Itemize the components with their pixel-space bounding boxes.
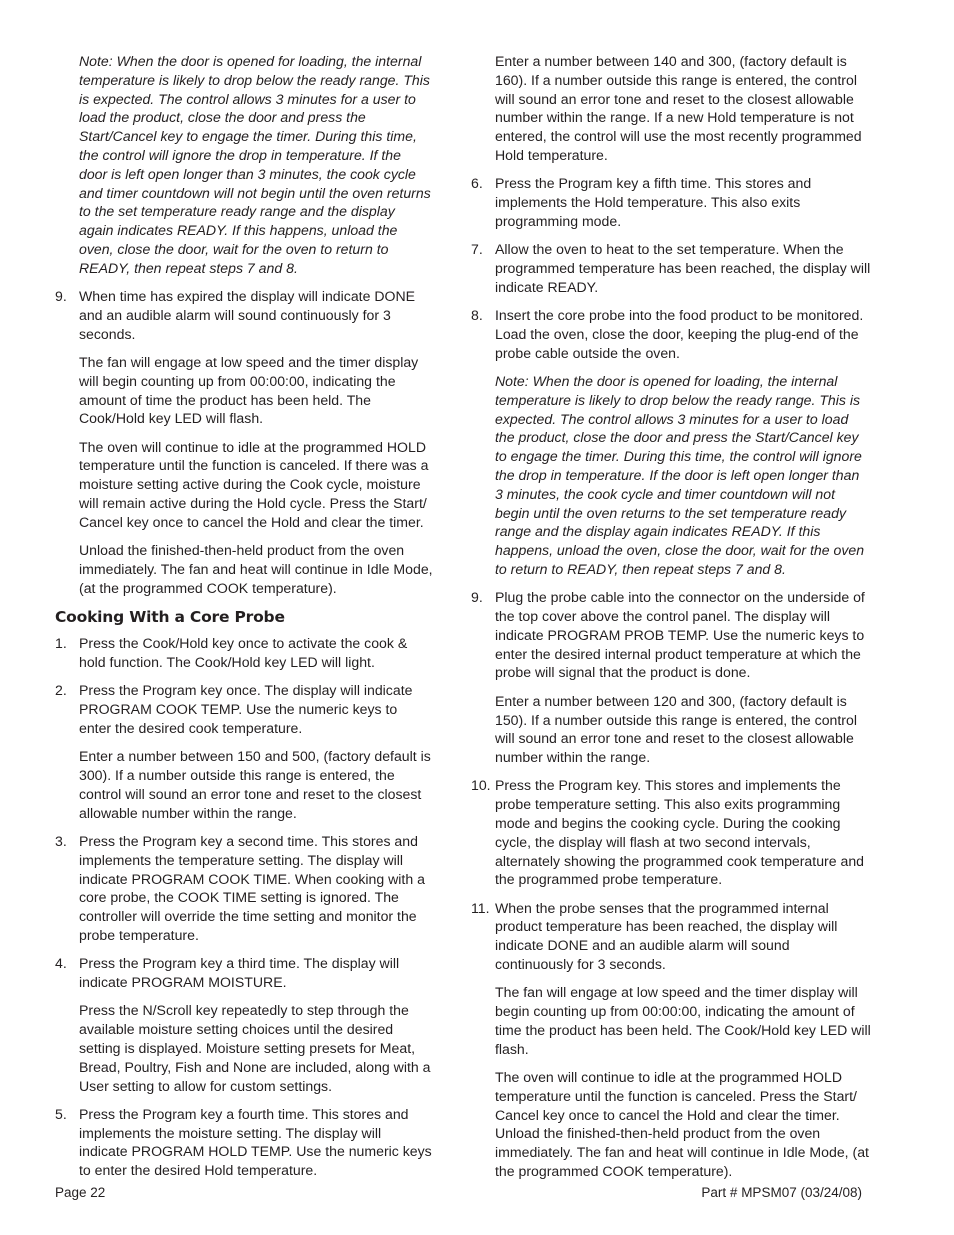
step-text: The oven will continue to idle at the programmed HOLD temperature until the function is canceled. Press the Start/ Cancel key once to cancel the Hold and clear the timer. Unload the finished-then-held product from the oven immediately. The fan and heat will continue in Idle Mode, (at the programmed COOK temperature). [495, 1069, 869, 1180]
list-item-4 [55, 954, 433, 1095]
step-number: 7. [471, 241, 483, 258]
step-number: 6. [471, 175, 483, 192]
step-text: Enter a number between 150 and 500, (factory default is 300). If a number outside this range is entered, the control will sound an error tone and reset to the closest allowable number within the range. [79, 748, 431, 821]
step-text: Press the Program key a second time. This stores and implements the temperature setting. The display will indicate PROGRAM COOK TIME. When cooking with a core probe, the COOK TIME setting is ignored. The controller will override the time setting and monitor the probe temperature. [79, 832, 425, 943]
step-number: 5. [55, 1105, 67, 1122]
step-text: When time has expired the display will indicate DONE and an audible alarm will sound continuously for 3 seconds. [79, 288, 416, 342]
step-text: Plug the probe cable into the connector on the underside of the top cover above the control panel. The display will indicate PROGRAM PROB TEMP. Use the numeric keys to enter the desired internal product temperature at which the probe will signal that the product is done. [495, 589, 865, 681]
list-item-2 [55, 681, 433, 822]
section-heading: Cooking With a Core Probe [55, 607, 285, 626]
list-item-11 [471, 899, 871, 1181]
step-text: Press the Program key. This stores and implements the probe temperature setting. This also exits programming mode and begins the cooking cycle. During the cooking cycle, the display will flash at two second intervals, alternately showing the programmed cook temperature and the programmed probe temperature. [495, 777, 864, 888]
step-number: 9. [55, 288, 67, 305]
list-item-8 [471, 306, 871, 579]
left-column [55, 52, 433, 1190]
door-note: Note: When the door is opened for loading, the internal temperature is likely to drop below the ready range. This is expected. The control allows 3 minutes for a user to load the product, close the door and press the Start/Cancel key to engage the timer. During this time, the control will ignore the drop in temperature. If the door is left open longer than 3 minutes, the cook cycle and timer countdown will not begin until the oven returns to the set temperature ready range and the display again indicates READY. If this happens, unload the oven, close the door, wait for the oven to return to READY, then repeat steps 7 and 8. [79, 53, 431, 276]
step-text: The fan will engage at low speed and the timer display will begin counting up from 00:00:00, indicating the amount of time the product has been held. The Cook/Hold key LED will flash. [79, 353, 419, 427]
step-number: 2. [55, 682, 67, 699]
list-item-7 [471, 240, 871, 296]
step-text: The oven will continue to idle at the programmed HOLD temperature until the function is canceled. If there was a moisture setting active during the Cook cycle, moisture will remain active during the Hold cycle. Press the Start/ Cancel key once to cancel the Hold and clear the timer. [79, 438, 429, 530]
step-text: The fan will engage at low speed and the timer display will begin counting up from 00:00:00, indicating the amount of time the product has been held. The Cook/Hold key LED will flash. [495, 984, 871, 1057]
step-text: Press the Program key once. The display will indicate PROGRAM COOK TEMP. Use the numeric keys to enter the desired cook temperature. [79, 682, 413, 736]
step-text: Insert the core probe into the food product to be monitored. Load the oven, close the door, keeping the plug-end of the probe cable outside the oven. [495, 307, 864, 361]
step-text: Press the Program key a third time. The display will indicate PROGRAM MOISTURE. [79, 955, 400, 991]
list-item-5 [55, 1105, 433, 1180]
step-text: When the probe senses that the programmed internal product temperature has been reached, the display will indicate DONE and an audible alarm will sound continuously for 3 seconds. [495, 899, 838, 973]
step-number: 4. [55, 955, 67, 972]
step-number: 11. [471, 899, 490, 916]
step-text: Unload the finished-then-held product from the oven immediately. The fan and heat will continue in Idle Mode, (at the programmed COOK temperature). [79, 542, 433, 596]
list-item-10 [471, 776, 871, 889]
step-number: 9. [471, 589, 483, 606]
step-text: Allow the oven to heat to the set temperature. When the programmed temperature has been reached, the display will indicate READY. [495, 241, 871, 295]
step-number: 8. [471, 307, 483, 324]
continued-text: Enter a number between 140 and 300, (factory default is 160). If a number outside this range is entered, the control will sound an error tone and reset to the closest allowable number within the range. If a new Hold temperature is not entered, the control will use the most recently programmed Hold temperature. [495, 53, 862, 163]
list-item-9 [471, 588, 871, 767]
step-text: Press the N/Scroll key repeatedly to step through the available moisture setting choices until the desired setting is displayed. Moisture setting presets for Meat, Bread, Poultry, Fish and None are included, along with a User setting to allow for custom settings. [79, 1002, 431, 1094]
step-number: 1. [55, 635, 67, 652]
step-text: Press the Program key a fourth time. This stores and implements the moisture setting. The display will indicate PROGRAM HOLD TEMP. Use the numeric keys to enter the desired Hold temperature. [79, 1105, 432, 1179]
door-note: Note: When the door is opened for loading, the internal temperature is likely to drop below the ready range. This is expected. The control allows 3 minutes for a user to load the product, close the door and press the Start/Cancel key to engage the timer. During this time, the control will ignore the drop in temperature. If the door is left open longer than 3 minutes, the cook cycle and timer countdown will not begin until the oven returns to the set temperature ready range and the display again indicates READY. If this happens, unload the oven, close the door, wait for the oven to return to READY, then repeat steps 7 and 8. [495, 372, 865, 577]
list-item-9 [55, 287, 433, 597]
step-text: Press the Program key a fifth time. This stores and implements the Hold temperature. This also exits programming mode. [495, 175, 812, 229]
right-column [471, 52, 871, 1190]
step-number: 3. [55, 832, 67, 849]
list-item-6 [471, 174, 871, 230]
step-text: Enter a number between 120 and 300, (factory default is 150). If a number outside this range is entered, the control will sound an error tone and reset to the closest allowable number within the range. [495, 692, 857, 766]
step-text: Press the Cook/Hold key once to activate the cook & hold function. The Cook/Hold key LED will light. [79, 635, 408, 671]
part-number: Part # MPSM07 (03/24/08) [701, 1185, 862, 1200]
list-item-1 [55, 634, 433, 672]
page-number: Page 22 [55, 1185, 106, 1200]
list-item-3 [55, 832, 433, 945]
step-number: 10. [471, 777, 491, 794]
